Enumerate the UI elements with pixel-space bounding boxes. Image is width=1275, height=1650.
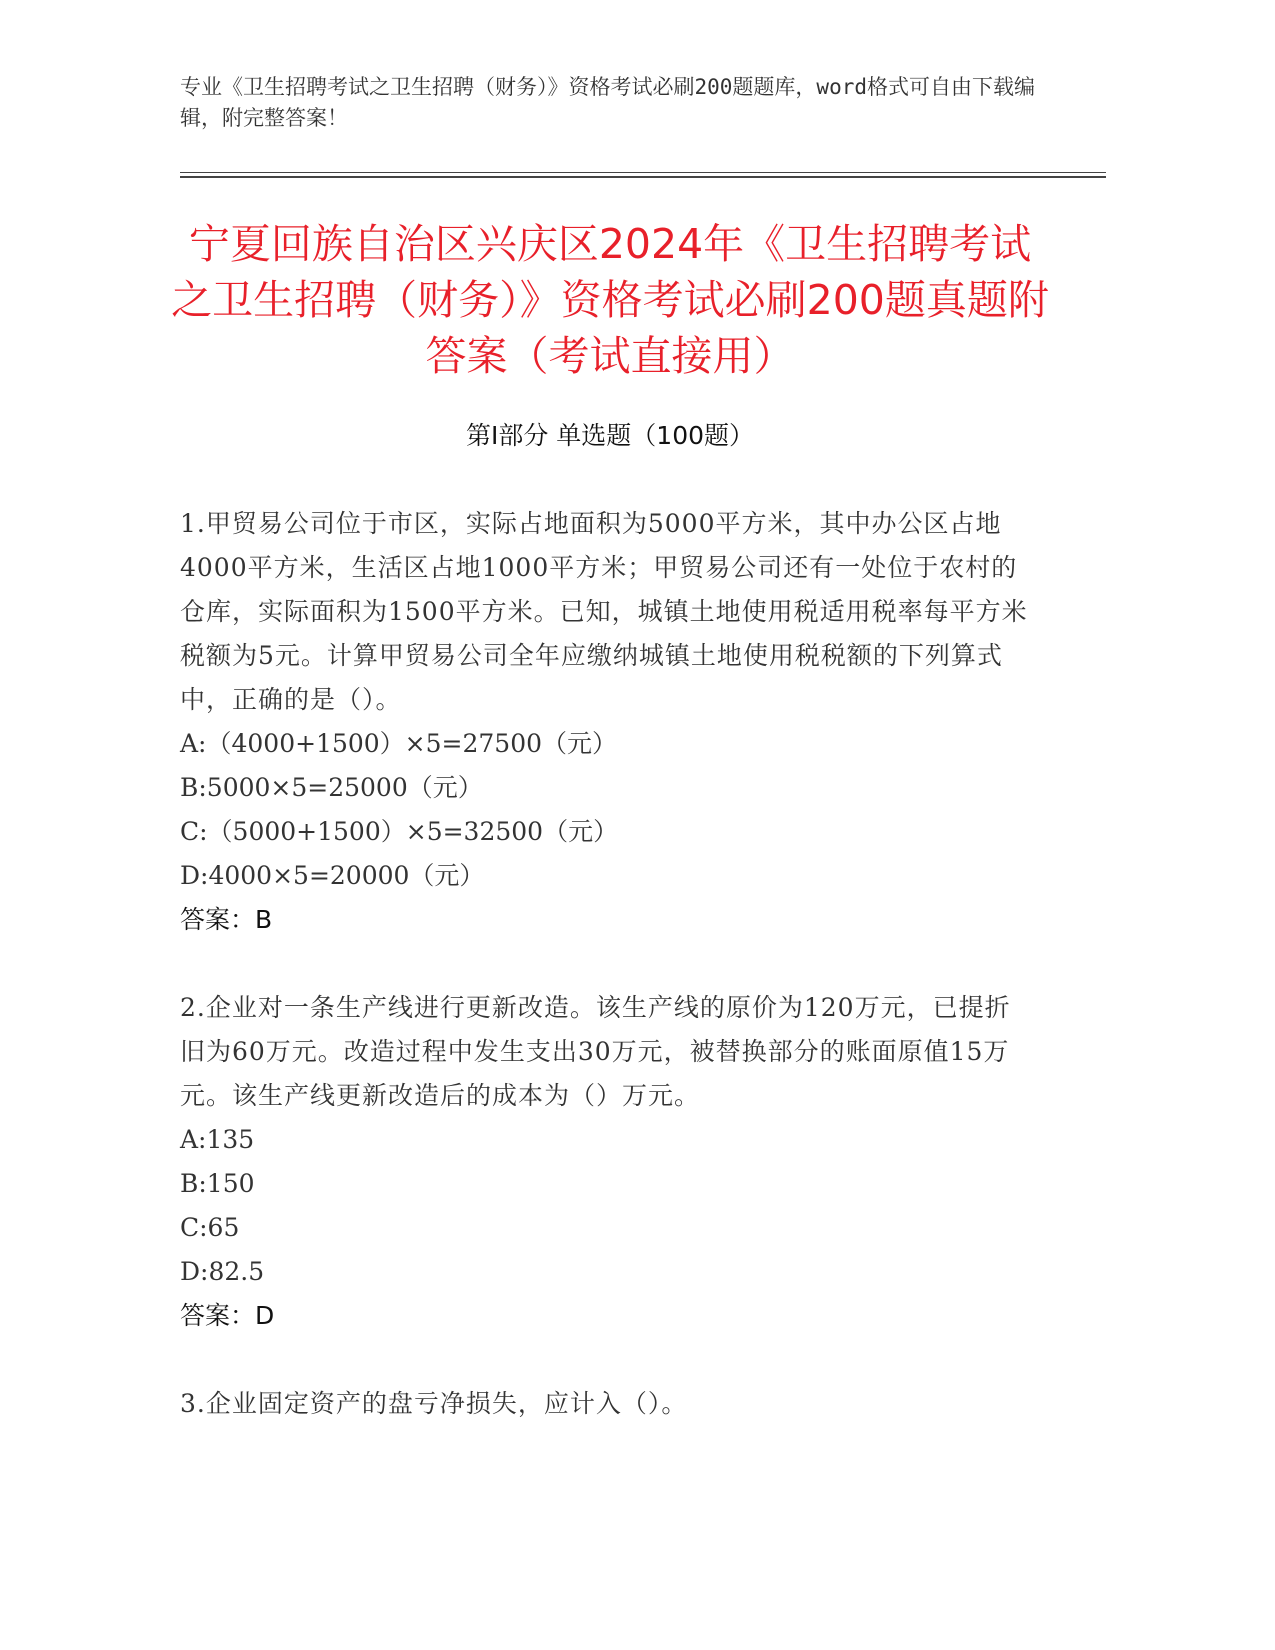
option-a: A:（4000+1500）×5=27500（元） [180,729,617,758]
option-d: D:4000×5=20000（元） [180,861,485,890]
question-text: 3.企业固定资产的盘亏净损失，应计入（）。 [180,1389,688,1418]
header-divider-thin [180,172,1106,173]
option-b: B:150 [180,1169,255,1198]
answer: 答案：D [180,1301,275,1330]
section-title: 第Ⅰ部分 单选题（100题） [465,421,755,450]
question-2 [180,986,1030,1338]
header-note: 专业《卫生招聘考试之卫生招聘（财务）》资格考试必刷200题题库，word格式可自由下载编辑，附完整答案！ [180,75,1035,130]
option-c: C:65 [180,1213,240,1242]
question-list [180,502,1030,1470]
question-3 [180,1382,1030,1426]
answer: 答案：B [180,905,273,934]
document-title: 宁夏回族自治区兴庆区2024年《卫生招聘考试之卫生招聘（财务）》资格考试必刷200题真题附答案（考试直接用） [171,220,1049,380]
option-a: A:135 [180,1125,255,1154]
question-text: 2.企业对一条生产线进行更新改造。该生产线的原价为120万元，已提折旧为60万元。改造过程中发生支出30万元，被替换部分的账面原值15万元。该生产线更新改造后的成本为（）万元。 [180,993,1011,1110]
question-1 [180,502,1030,942]
header-divider-thick [180,176,1106,178]
option-c: C:（5000+1500）×5=32500（元） [180,817,619,846]
option-d: D:82.5 [180,1257,265,1286]
option-b: B:5000×5=25000（元） [180,773,483,802]
question-text: 1.甲贸易公司位于市区，实际占地面积为5000平方米，其中办公区占地4000平方米，生活区占地1000平方米；甲贸易公司还有一处位于农村的仓库，实际面积为1500平方米。已知，城镇土地使用税适用税率每平方米税额为5元。计算甲贸易公司全年应缴纳城镇土地使用税税额的下列算式中，正确的是（）。 [180,509,1028,714]
